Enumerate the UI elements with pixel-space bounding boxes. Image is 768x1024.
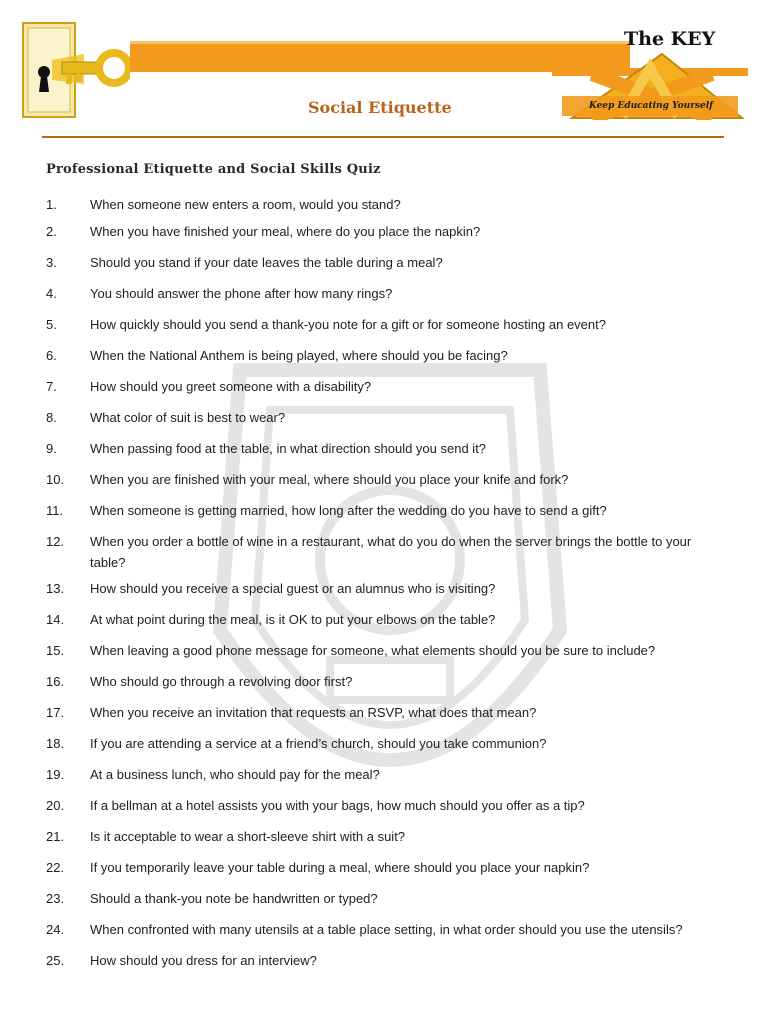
question-number: 11. [46, 503, 64, 518]
question-number: 23. [46, 891, 65, 906]
question-number: 25. [46, 953, 65, 968]
question-text: What color of suit is best to wear? [90, 410, 286, 425]
question-text: When confronted with many utensils at a table place setting, in what order should you use the utensils? [90, 922, 683, 937]
question-text: At a business lunch, who should pay for the meal? [90, 767, 380, 782]
question-text: Is it acceptable to wear a short-sleeve shirt with a suit? [90, 829, 406, 844]
question-number: 16. [46, 674, 65, 689]
question-text: When you order a bottle of wine in a restaurant, what do you do when the server brings the bottle to your table? [90, 534, 692, 570]
question-number: 21. [46, 829, 65, 844]
question-text: If a bellman at a hotel assists you with your bags, how much should you offer as a tip? [90, 798, 585, 813]
question-text: If you are attending a service at a friend’s church, should you take communion? [90, 736, 547, 751]
question-number: 3. [46, 255, 57, 270]
question-number: 24. [46, 922, 65, 937]
header-divider [42, 136, 724, 138]
quiz-title: Professional Etiquette and Social Skills Quiz [46, 162, 381, 177]
question-number: 10. [46, 472, 65, 487]
question-number: 5. [46, 317, 57, 332]
question-text: When someone new enters a room, would you stand? [90, 197, 401, 212]
question-text: You should answer the phone after how many rings? [90, 286, 393, 301]
question-number: 20. [46, 798, 65, 813]
question-number: 7. [46, 379, 57, 394]
brand-name: The KEY [624, 28, 716, 50]
question-text: At what point during the meal, is it OK to put your elbows on the table? [90, 612, 496, 627]
question-text: How quickly should you send a thank-you note for a gift or for someone hosting an event? [90, 317, 606, 332]
question-text: How should you dress for an interview? [90, 953, 317, 968]
question-text: If you temporarily leave your table during a meal, where should you place your napkin? [90, 860, 590, 875]
question-number: 17. [46, 705, 65, 720]
question-text: When you are finished with your meal, where should you place your knife and fork? [90, 472, 569, 487]
question-number: 19. [46, 767, 65, 782]
question-number: 15. [46, 643, 65, 658]
question-number: 13. [46, 581, 65, 596]
question-text: When you receive an invitation that requests an RSVP, what does that mean? [90, 705, 537, 720]
question-text: Who should go through a revolving door first? [90, 674, 353, 689]
question-text: When someone is getting married, how long after the wedding do you have to send a gift? [90, 503, 607, 518]
question-text: When passing food at the table, in what direction should you send it? [90, 441, 487, 456]
brand-tagline: Keep Educating Yourself [588, 101, 714, 111]
question-text: Should a thank-you note be handwritten or typed? [90, 891, 378, 906]
question-text: How should you greet someone with a disability? [90, 379, 372, 394]
key-logo-icon [22, 22, 130, 118]
question-text: How should you receive a special guest or an alumnus who is visiting? [90, 581, 496, 596]
question-number: 12. [46, 534, 65, 549]
question-text: When leaving a good phone message for someone, what elements should you be sure to include? [90, 643, 656, 658]
question-number: 6. [46, 348, 57, 363]
question-number: 4. [46, 286, 57, 301]
question-text: Should you stand if your date leaves the table during a meal? [90, 255, 443, 270]
question-number: 18. [46, 736, 65, 751]
question-number: 22. [46, 860, 65, 875]
page-title: Social Etiquette [308, 98, 452, 117]
question-number: 14. [46, 612, 65, 627]
question-number: 8. [46, 410, 57, 425]
question-text: When you have finished your meal, where do you place the napkin? [90, 224, 481, 239]
question-number: 2. [46, 224, 57, 239]
question-text: When the National Anthem is being played, where should you be facing? [90, 348, 508, 363]
question-number: 9. [46, 441, 57, 456]
question-number: 1. [46, 197, 57, 212]
